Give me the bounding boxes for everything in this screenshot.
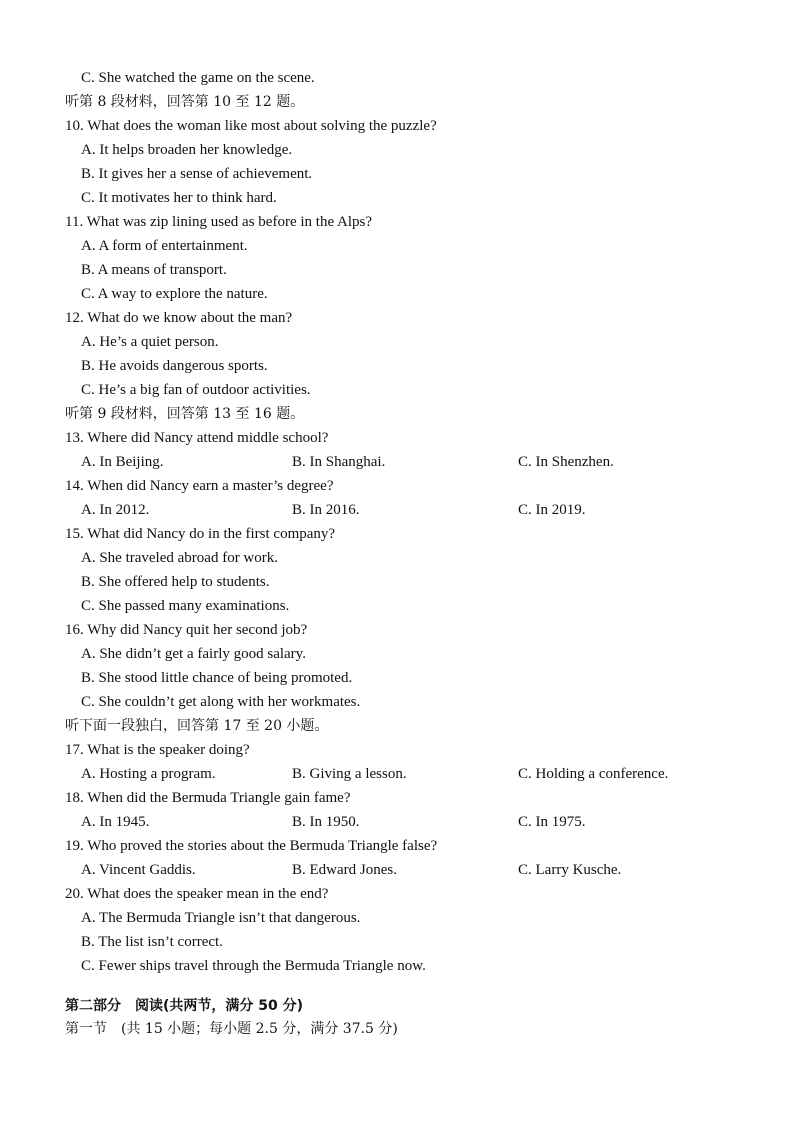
q19-option-a: A. Vincent Gaddis. — [81, 862, 196, 878]
q18-option-b: B. In 1950. — [292, 814, 360, 830]
q15-stem: 15. What did Nancy do in the first company? — [65, 526, 336, 542]
q14-option-c: C. In 2019. — [518, 502, 586, 518]
q16-stem: 16. Why did Nancy quit her second job? — [65, 622, 308, 638]
listening-instruction-8: 听第 8 段材料，回答第 10 至 12 题。 — [65, 94, 305, 110]
q17-option-b: B. Giving a lesson. — [292, 766, 407, 782]
q13-stem: 13. Where did Nancy attend middle school? — [65, 430, 329, 446]
section1-heading: 第一节 (共 15 小题；每小题 2.5 分，满分 37.5 分) — [65, 1021, 398, 1037]
q16-option-a: A. She didn’t get a fairly good salary. — [81, 646, 306, 662]
q17-option-c: C. Holding a conference. — [518, 766, 669, 782]
q20-option-a: A. The Bermuda Triangle isn’t that dangerous. — [81, 910, 361, 926]
q18-stem: 18. When did the Bermuda Triangle gain fame? — [65, 790, 351, 806]
q19-option-b: B. Edward Jones. — [292, 862, 397, 878]
q14-option-a: A. In 2012. — [81, 502, 150, 518]
q11-stem: 11. What was zip lining used as before in the Alps? — [65, 214, 373, 230]
listening-instruction-9: 听第 9 段材料，回答第 13 至 16 题。 — [65, 406, 305, 422]
q15-option-b: B. She offered help to students. — [81, 574, 270, 590]
q17-option-a: A. Hosting a program. — [81, 766, 216, 782]
q18-option-c: C. In 1975. — [518, 814, 586, 830]
q12-option-c: C. He’s a big fan of outdoor activities. — [81, 382, 311, 398]
listening-instruction-10: 听下面一段独白，回答第 17 至 20 小题。 — [65, 718, 329, 734]
q10-stem: 10. What does the woman like most about solving the puzzle? — [65, 118, 437, 134]
q11-option-b: B. A means of transport. — [81, 262, 227, 278]
q13-option-c: C. In Shenzhen. — [518, 454, 614, 470]
q9-option-c: C. She watched the game on the scene. — [81, 70, 315, 86]
q15-option-a: A. She traveled abroad for work. — [81, 550, 279, 566]
q12-stem: 12. What do we know about the man? — [65, 310, 293, 326]
q14-stem: 14. When did Nancy earn a master’s degree? — [65, 478, 334, 494]
q10-option-c: C. It motivates her to think hard. — [81, 190, 277, 206]
part2-heading: 第二部分 阅读(共两节，满分 50 分) — [65, 998, 304, 1014]
q20-option-b: B. The list isn’t correct. — [81, 934, 223, 950]
q19-option-c: C. Larry Kusche. — [518, 862, 622, 878]
q12-option-a: A. He’s a quiet person. — [81, 334, 219, 350]
q17-stem: 17. What is the speaker doing? — [65, 742, 250, 758]
q19-stem: 19. Who proved the stories about the Bermuda Triangle false? — [65, 838, 438, 854]
q14-option-b: B. In 2016. — [292, 502, 360, 518]
q20-option-c: C. Fewer ships travel through the Bermuda Triangle now. — [81, 958, 426, 974]
q16-option-b: B. She stood little chance of being promoted. — [81, 670, 353, 686]
q13-option-a: A. In Beijing. — [81, 454, 164, 470]
q10-option-a: A. It helps broaden her knowledge. — [81, 142, 293, 158]
q16-option-c: C. She couldn’t get along with her workmates. — [81, 694, 361, 710]
q18-option-a: A. In 1945. — [81, 814, 150, 830]
q11-option-c: C. A way to explore the nature. — [81, 286, 268, 302]
q20-stem: 20. What does the speaker mean in the end? — [65, 886, 329, 902]
q15-option-c: C. She passed many examinations. — [81, 598, 290, 614]
q11-option-a: A. A form of entertainment. — [81, 238, 248, 254]
q12-option-b: B. He avoids dangerous sports. — [81, 358, 268, 374]
q10-option-b: B. It gives her a sense of achievement. — [81, 166, 313, 182]
q13-option-b: B. In Shanghai. — [292, 454, 386, 470]
